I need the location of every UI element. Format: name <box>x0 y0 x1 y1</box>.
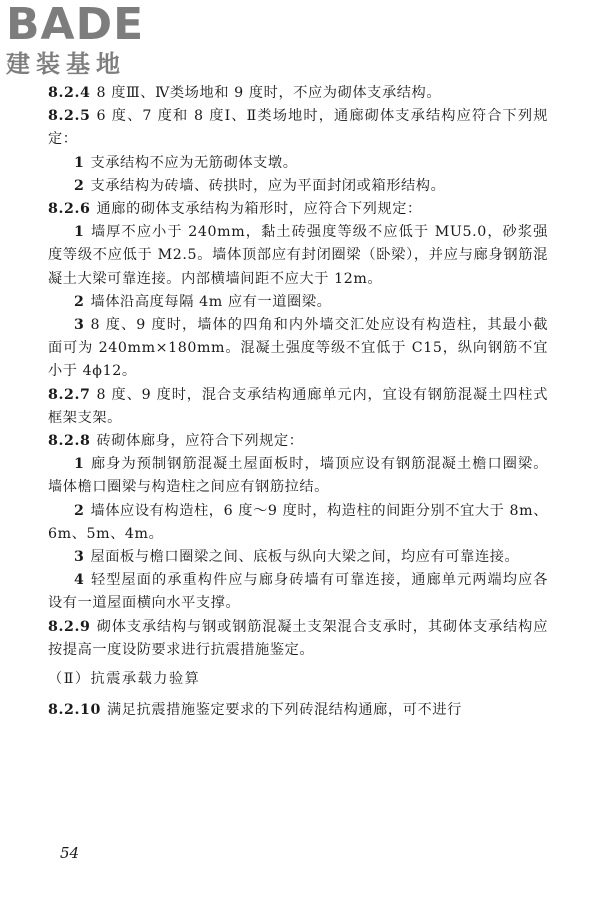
clause-number: 8.2.5 <box>48 108 91 125</box>
item-text: 支承结构为砖墙、砖拱时，应为平面封闭或箱形结构。 <box>90 177 446 194</box>
clause-number: 8.2.9 <box>48 618 91 635</box>
item-number: 2 <box>74 293 85 310</box>
clause-text: 砖砌体廊身，应符合下列规定： <box>96 433 304 450</box>
item-text: 屋面板与檐口圈梁之间、底板与纵向大梁之间，均应有可靠连接。 <box>90 549 520 566</box>
list-item <box>48 152 548 175</box>
logo-word: BADE <box>6 0 145 50</box>
clause-text: 6 度、7 度和 8 度Ⅰ、Ⅱ类场地时，通廊砌体支承结构应符合下列规定： <box>48 108 548 148</box>
item-text: 支承结构不应为无筋砌体支墩。 <box>90 154 298 171</box>
item-number: 2 <box>74 502 85 519</box>
clause-text: 8 度Ⅲ、Ⅳ类场地和 9 度时，不应为砌体支承结构。 <box>96 85 442 101</box>
list-item <box>48 500 548 546</box>
item-number: 1 <box>74 456 85 473</box>
clause-number: 8.2.10 <box>48 702 101 719</box>
list-item <box>48 546 548 569</box>
clause-number: 8.2.7 <box>48 386 91 403</box>
section-heading: （Ⅱ）抗震承载力验算 <box>48 671 201 688</box>
item-text: 轻型屋面的承重构件应与廊身砖墙有可靠连接，通廊单元两端均应各设有一道屋面横向水平支撑。 <box>48 572 548 612</box>
item-text: 8 度、9 度时，墙体的四角和内外墙交汇处应设有构造柱，其最小截面可为 240mm×180mm。混凝土强度等级不宜低于 C15，纵向钢筋不宜小于 4ϕ12。 <box>48 317 548 380</box>
list-item <box>48 569 548 615</box>
clause-number: 8.2.8 <box>48 433 91 450</box>
item-number: 3 <box>74 317 85 334</box>
list-item <box>48 221 548 291</box>
item-number: 3 <box>74 549 85 566</box>
clause-text: 通廊的砌体支承结构为箱形时，应符合下列规定： <box>96 201 422 218</box>
item-text: 廊身为预制钢筋混凝土屋面板时，墙顶应设有钢筋混凝土檐口圈梁。墙体檐口圈梁与构造柱之间应有钢筋拉结。 <box>48 456 548 496</box>
item-text: 墙体沿高度每隔 4m 应有一道圈梁。 <box>90 293 332 310</box>
item-text: 墙厚不应小于 240mm，黏土砖强度等级不应低于 MU5.0，砂浆强度等级不应低于 M2.5。墙体顶部应有封闭圈梁（卧梁），并应与廊身钢筋混凝土大梁可靠连接。内部横墙间距不应大于 12m。 <box>48 224 548 287</box>
clause-text: 砌体支承结构与钢或钢筋混凝土支架混合支承时，其砌体支承结构应按提高一度设防要求进行抗震措施鉴定。 <box>48 618 548 658</box>
clause-8-2-5 <box>48 105 548 151</box>
logo <box>6 2 144 78</box>
clause-8-2-4 <box>48 82 548 105</box>
list-item <box>48 314 548 384</box>
item-number: 4 <box>74 572 85 589</box>
clause-number: 8.2.4 <box>48 85 91 101</box>
list-item <box>48 291 548 314</box>
clause-8-2-10 <box>48 699 548 722</box>
clause-8-2-9 <box>48 616 548 662</box>
clause-text: 满足抗震措施鉴定要求的下列砖混结构通廊，可不进行 <box>106 702 462 719</box>
clause-8-2-7 <box>48 384 548 430</box>
clause-number: 8.2.6 <box>48 201 91 218</box>
item-number: 2 <box>74 177 85 194</box>
clause-8-2-6 <box>48 198 548 221</box>
item-text: 墙体应设有构造柱，6 度～9 度时，构造柱的间距分别不宜大于 8m、6m、5m、4m。 <box>48 502 549 542</box>
item-number: 1 <box>74 224 85 241</box>
clause-text: 8 度、9 度时，混合支承结构通廊单元内，宜设有钢筋混凝土四柱式框架支架。 <box>48 386 548 426</box>
list-item <box>48 175 548 198</box>
document-body <box>48 82 548 722</box>
clause-8-2-8 <box>48 430 548 453</box>
list-item <box>48 453 548 499</box>
page-number: 54 <box>60 844 80 862</box>
item-number: 1 <box>74 154 85 171</box>
logo-subtitle: 建装基地 <box>6 50 126 78</box>
